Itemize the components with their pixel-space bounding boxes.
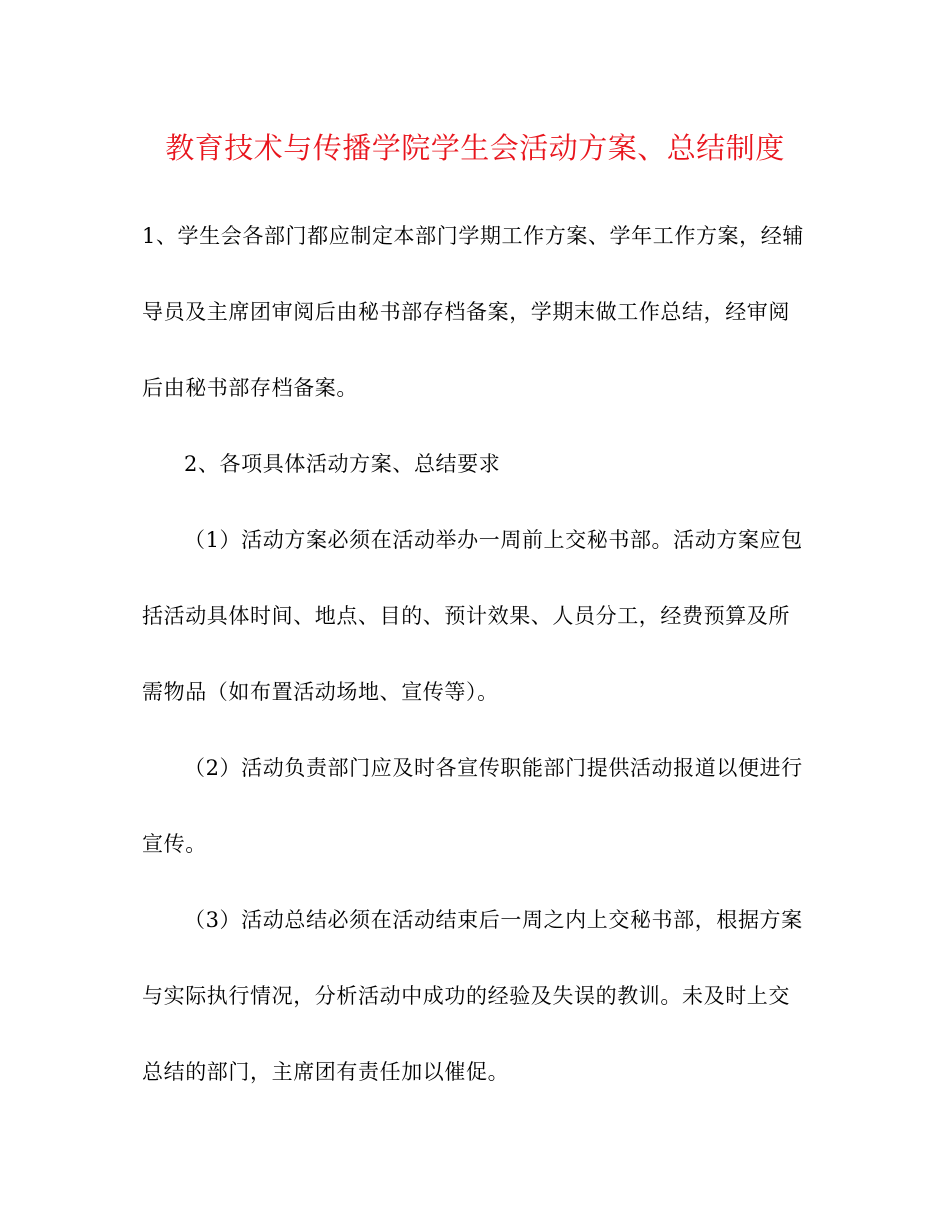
paragraph-3-line-2: 括活动具体时间、地点、目的、预计效果、人员分工，经费预算及所 [142,604,790,628]
paragraph-1-line-2: 导员及主席团审阅后由秘书部存档备案，学期末做工作总结，经审阅 [142,300,790,324]
paragraph-1-line-1: 1、学生会各部门都应制定本部门学期工作方案、学年工作方案，经辅 [142,224,804,248]
paragraph-5-line-3: 总结的部门，主席团有责任加以催促。 [142,1060,510,1084]
paragraph-3-line-3: 需物品（如布置活动场地、宣传等）。 [142,680,499,704]
paragraph-3-line-1: （1）活动方案必须在活动举办一周前上交秘书部。活动方案应包 [184,528,803,552]
paragraph-2-line-1: 2、各项具体活动方案、总结要求 [184,452,501,476]
paragraph-5-line-2: 与实际执行情况，分析活动中成功的经验及失误的教训。未及时上交 [142,984,790,1008]
document-title: 教育技术与传播学院学生会活动方案、总结制度 [165,131,785,165]
paragraph-5-line-1: （3）活动总结必须在活动结束后一周之内上交秘书部，根据方案 [184,908,803,932]
paragraph-4-line-1: （2）活动负责部门应及时各宣传职能部门提供活动报道以便进行 [184,756,803,780]
document-body [142,198,808,1110]
paragraph-1-line-3: 后由秘书部存档备案。 [142,376,358,400]
paragraph-4-line-2: 宣传。 [142,832,207,856]
